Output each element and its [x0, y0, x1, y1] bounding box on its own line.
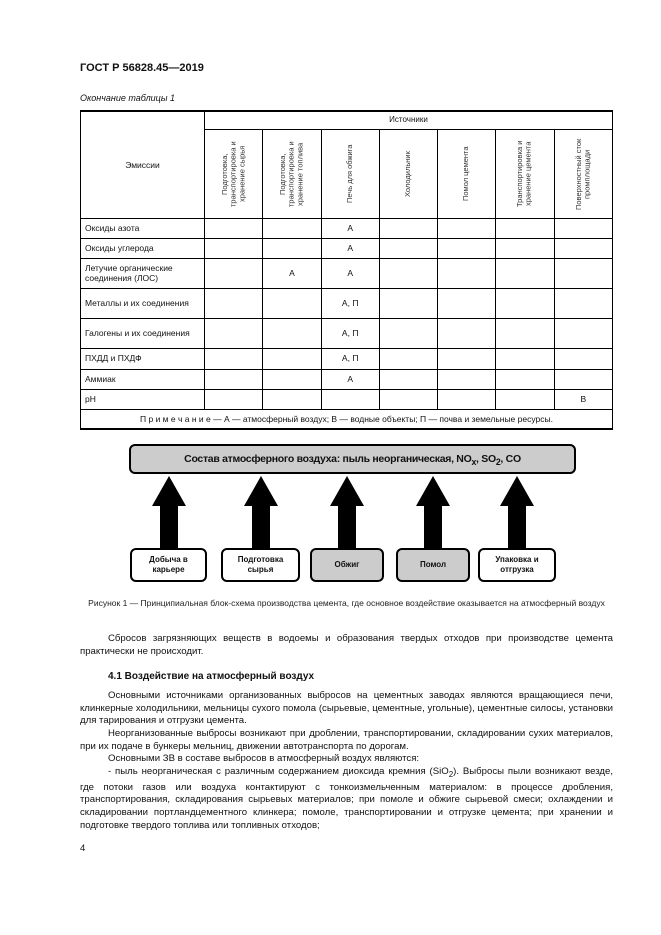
- table-cell: [204, 218, 262, 238]
- section-heading: 4.1 Воздействие на атмосферный воздух: [108, 671, 315, 682]
- table-cell: [496, 369, 554, 389]
- table-note-row: [81, 409, 613, 429]
- subscript: 2: [448, 769, 454, 779]
- table-cell: [263, 238, 321, 258]
- table-cell: [379, 238, 437, 258]
- emission-name: pH: [81, 389, 205, 409]
- paragraph: [80, 766, 613, 832]
- arrow-up-icon: [330, 476, 364, 548]
- table-note: П р и м е ч а н и е — А — атмосферный воздух; В — водные объекты; П — почва и земельные ресурсы.: [81, 409, 613, 429]
- table-cell: В: [554, 389, 612, 409]
- table-cell: [204, 258, 262, 288]
- column-header: [379, 129, 437, 218]
- column-header-label: Холодильник: [403, 150, 413, 197]
- emission-name: Оксиды азота: [81, 218, 205, 238]
- table-cell: А, П: [321, 348, 379, 369]
- emission-name: Оксиды углерода: [81, 238, 205, 258]
- table-cell: [438, 258, 496, 288]
- table-cell: [554, 348, 612, 369]
- table-cell: [379, 348, 437, 369]
- table-cell: [204, 288, 262, 318]
- paragraph: Основными источниками организованных выбросов на цементных заводах являются вращающиеся печи, клинкерные холодильники, мельницы сухого помола (сырьевые, цементные, угольные), цементные силосы, установки для тарирования и отгрузки цемента.: [80, 690, 613, 727]
- table-cell: [204, 318, 262, 348]
- emission-name: Аммиак: [81, 369, 205, 389]
- table-row: [81, 258, 613, 288]
- table-cell: [263, 218, 321, 238]
- table-cell: А: [321, 218, 379, 238]
- table-cell: [263, 369, 321, 389]
- paragraph: Сбросов загрязняющих веществ в водоемы и образования твердых отходов при производстве цемента практически не происходит.: [80, 633, 613, 657]
- table-cell: А, П: [321, 288, 379, 318]
- table-cell: [204, 348, 262, 369]
- table-cell: [379, 258, 437, 288]
- air-composition-label: Состав атмосферного воздуха: пыль неорганическая, NO: [184, 453, 472, 465]
- table-cell: [438, 389, 496, 409]
- table-row: [81, 318, 613, 348]
- table-cell: [379, 218, 437, 238]
- table-row: [81, 218, 613, 238]
- emission-name: Галогены и их соединения: [81, 318, 205, 348]
- table-cell: [496, 389, 554, 409]
- table-cell: [496, 238, 554, 258]
- process-box: [478, 548, 556, 582]
- process-box: [130, 548, 207, 582]
- table-cell: [204, 238, 262, 258]
- table-cell: [263, 348, 321, 369]
- subscript-x: x: [471, 457, 477, 468]
- process-label: Помол: [419, 560, 447, 570]
- table-cell: [554, 218, 612, 238]
- process-label: Обжиг: [334, 560, 360, 570]
- column-header-label: Помол цемента: [461, 146, 471, 201]
- table-cell: [263, 318, 321, 348]
- column-header: [204, 129, 262, 218]
- column-header: [263, 129, 321, 218]
- table-cell: [554, 238, 612, 258]
- column-header-label: Подготовка, транспортировка и хранение сырья: [219, 140, 246, 207]
- table-cell: [379, 288, 437, 318]
- subscript-2: 2: [495, 457, 501, 468]
- table-cell: [496, 348, 554, 369]
- table-cell: [321, 389, 379, 409]
- table-caption: Окончание таблицы 1: [80, 93, 175, 103]
- table-cell: [554, 369, 612, 389]
- table-cell: [204, 389, 262, 409]
- so-label: , SO: [476, 453, 496, 465]
- table-cell: [438, 348, 496, 369]
- column-header: [554, 129, 612, 218]
- column-header: [438, 129, 496, 218]
- table-cell: А: [321, 258, 379, 288]
- column-header-label: Печь для обжига: [344, 144, 354, 203]
- arrow-up-icon: [244, 476, 278, 548]
- table-cell: А, П: [321, 318, 379, 348]
- table-cell: [438, 238, 496, 258]
- co-label: , CO: [500, 453, 521, 465]
- table-cell: [263, 288, 321, 318]
- table-cell: [554, 288, 612, 318]
- document-header: ГОСТ Р 56828.45—2019: [80, 62, 204, 74]
- page-number: 4: [80, 843, 86, 854]
- table-row: [81, 389, 613, 409]
- text: - пыль неорганическая с различным содержанием диоксида кремния (SiO: [108, 766, 449, 777]
- column-header-label: Поверхностный сток промплощади: [573, 137, 592, 210]
- table-cell: [496, 258, 554, 288]
- table-cell: [496, 318, 554, 348]
- table-cell: [379, 369, 437, 389]
- process-box: [396, 548, 470, 582]
- table-cell: [496, 218, 554, 238]
- column-header-label: Подготовка, транспортировка и хранение топлива: [277, 140, 305, 207]
- table-row: [81, 348, 613, 369]
- table-cell: А: [321, 238, 379, 258]
- column-header: [321, 129, 379, 218]
- table-cell: [496, 288, 554, 318]
- emission-name: Летучие органические соединения (ЛОС): [81, 258, 205, 288]
- process-label: Подготовка сырья: [237, 555, 284, 574]
- column-header: [496, 129, 554, 218]
- table-cell: [554, 318, 612, 348]
- table-cell: [379, 318, 437, 348]
- process-label: Добыча в карьере: [149, 555, 188, 574]
- table-cell: А: [321, 369, 379, 389]
- arrow-up-icon: [416, 476, 450, 548]
- table-row: [81, 238, 613, 258]
- table-cell: [554, 258, 612, 288]
- emission-name: ПХДД и ПХДФ: [81, 348, 205, 369]
- table-row: [81, 369, 613, 389]
- table-cell: А: [263, 258, 321, 288]
- table-cell: [204, 369, 262, 389]
- sources-header: Источники: [204, 111, 612, 129]
- process-box: [310, 548, 384, 582]
- text: ). Выбросы пыли возникают везде, где потоки газов или воздуха контактируют с тонкоизмельченным материалом: в процессе дробления, транспортирования, складирования сырьевых материалов; при помоле и обжиге сырьевой смеси; охлаждении и складировании портландцементного клинкера; помоле, транспортировании и отгрузке цемента; при хранении и подготовке твердого топлива или топливных отходов;: [80, 766, 613, 831]
- emissions-header: Эмиссии: [81, 111, 205, 218]
- table-cell: [438, 288, 496, 318]
- process-box: [221, 548, 300, 582]
- air-composition-box: [129, 444, 576, 474]
- emission-name: Металлы и их соединения: [81, 288, 205, 318]
- arrow-up-icon: [152, 476, 186, 548]
- table-cell: [438, 218, 496, 238]
- table-cell: [263, 389, 321, 409]
- column-header-label: Транспортировка и хранение цемента: [515, 140, 534, 207]
- table-cell: [438, 318, 496, 348]
- arrow-up-icon: [500, 476, 534, 548]
- figure-caption: Рисунок 1 — Принципиальная блок-схема производства цемента, где основное воздействие оказывается на атмосферный воздух: [88, 598, 605, 608]
- emissions-table: [80, 110, 613, 430]
- process-label: Упаковка и отгрузка: [495, 555, 539, 574]
- paragraph: Неорганизованные выбросы возникают при дроблении, транспортировании, складировании сухих материалов, при их подаче в бункеры мельниц, движении автотранспорта по дорогам.: [80, 728, 613, 752]
- table-row: [81, 288, 613, 318]
- table-cell: [379, 389, 437, 409]
- table-cell: [438, 369, 496, 389]
- paragraph: Основными ЗВ в составе выбросов в атмосферный воздух являются:: [108, 753, 420, 764]
